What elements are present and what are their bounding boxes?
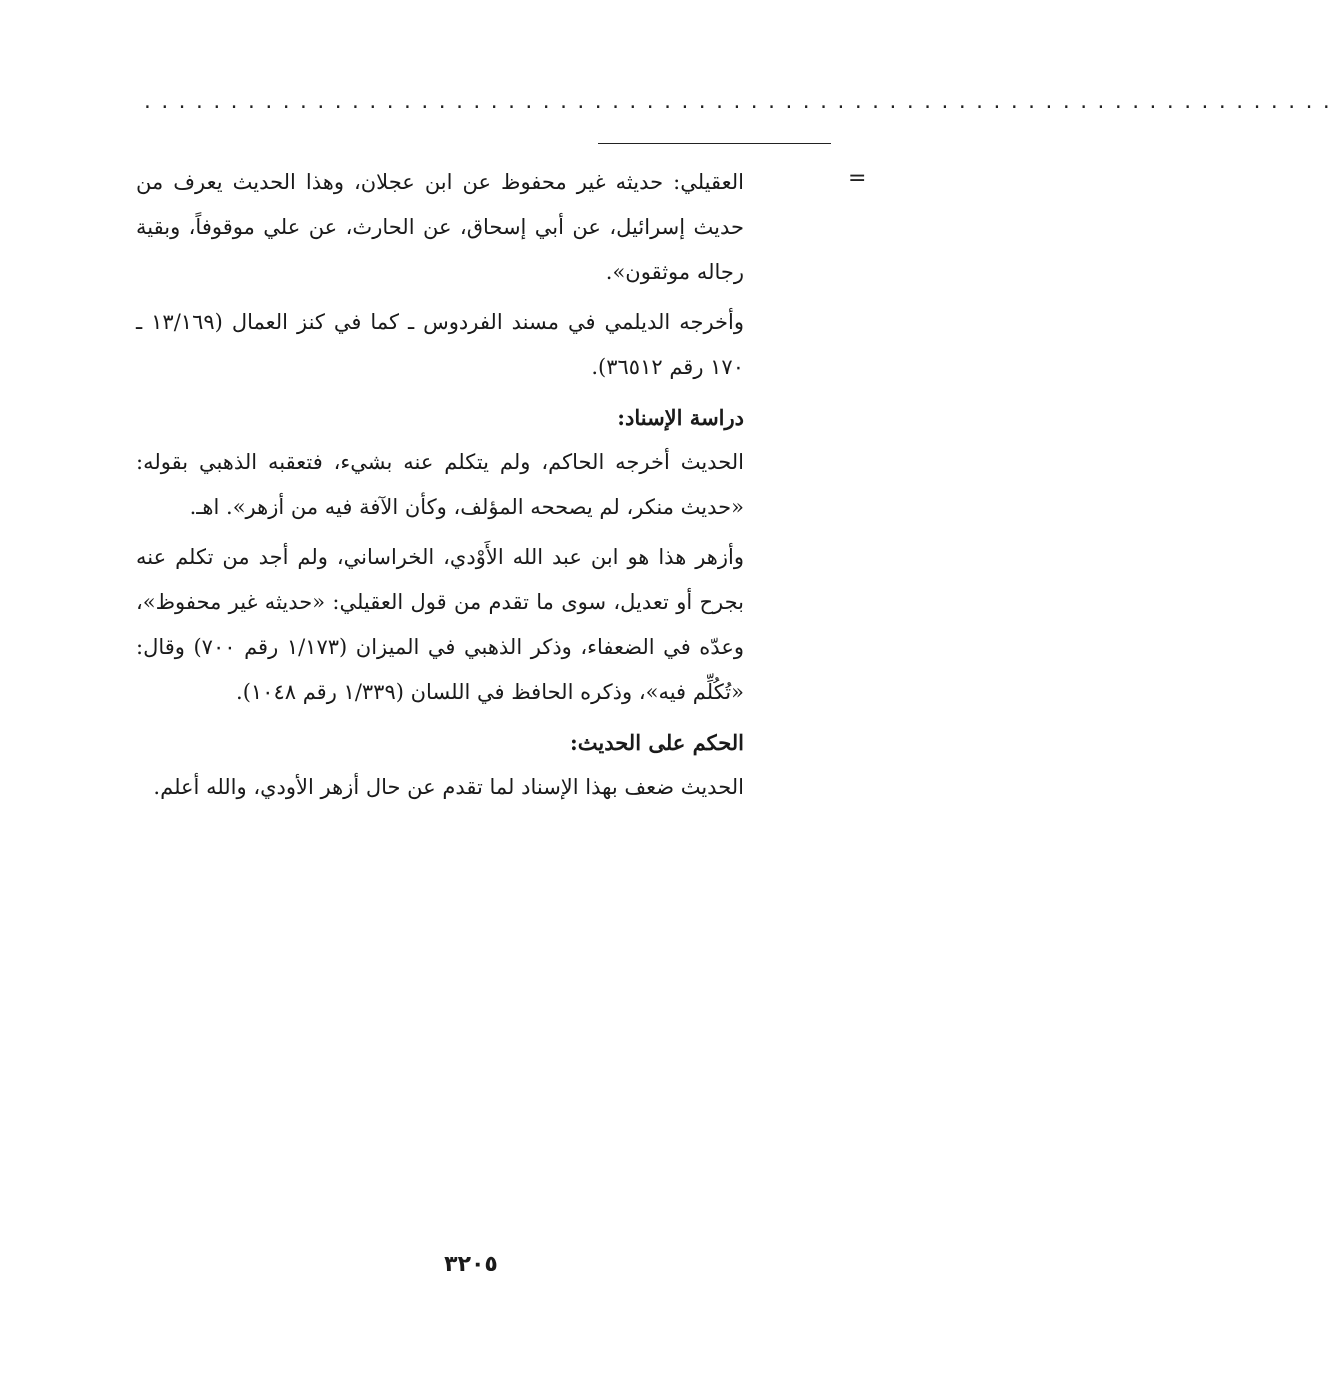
main-text (136, 160, 744, 815)
heading-isnad-study: دراسة الإسناد: (617, 405, 744, 430)
continuation-marker: = (848, 166, 867, 191)
page-number: ٣٢٠٥ (444, 1252, 498, 1277)
paragraph-daylami-takhrij: وأخرجه الديلمي في مسند الفردوس ـ كما في كنز العمال (١٣/١٦٩ ـ ١٧٠ رقم ٣٦٥١٢). (136, 310, 745, 379)
paragraph-azhar: وأزهر هذا هو ابن عبد الله الأَوْدي، الخراساني، ولم أجد من تكلم عنه بجرح أو تعديل، سوى ما تقدم من قول العقيلي: «حديثه غير محفوظ»، وعدّه في الضعفاء، وذكر الذهبي في الميزان (١/١٧٣ رقم ٧٠٠) وقال: «تُكُلِّم فيه»، وذكره الحافظ في اللسان (١/٣٣٩ رقم ١٠٤٨). (136, 545, 744, 704)
footnote-rule (598, 143, 831, 144)
heading-hadith-ruling: الحكم على الحديث: (570, 730, 744, 755)
paragraph-ruling: الحديث ضعف بهذا الإسناد لما تقدم عن حال أزهر الأودي، والله أعلم. (153, 775, 744, 799)
separator-dots: ..................................................................... (142, 92, 1338, 113)
paragraph-aqili-quote: العقيلي: حديثه غير محفوظ عن ابن عجلان، وهذا الحديث يعرف من حديث إسرائيل، عن أبي إسحاق، عن الحارث، عن علي موقوفاً، وبقية رجاله موثقون». (136, 170, 744, 284)
paragraph-hakim: الحديث أخرجه الحاكم، ولم يتكلم عنه بشيء، فتعقبه الذهبي بقوله: «حديث منكر، لم يصححه المؤلف، وكأن الآفة فيه من أزهر». اهـ. (136, 450, 744, 519)
